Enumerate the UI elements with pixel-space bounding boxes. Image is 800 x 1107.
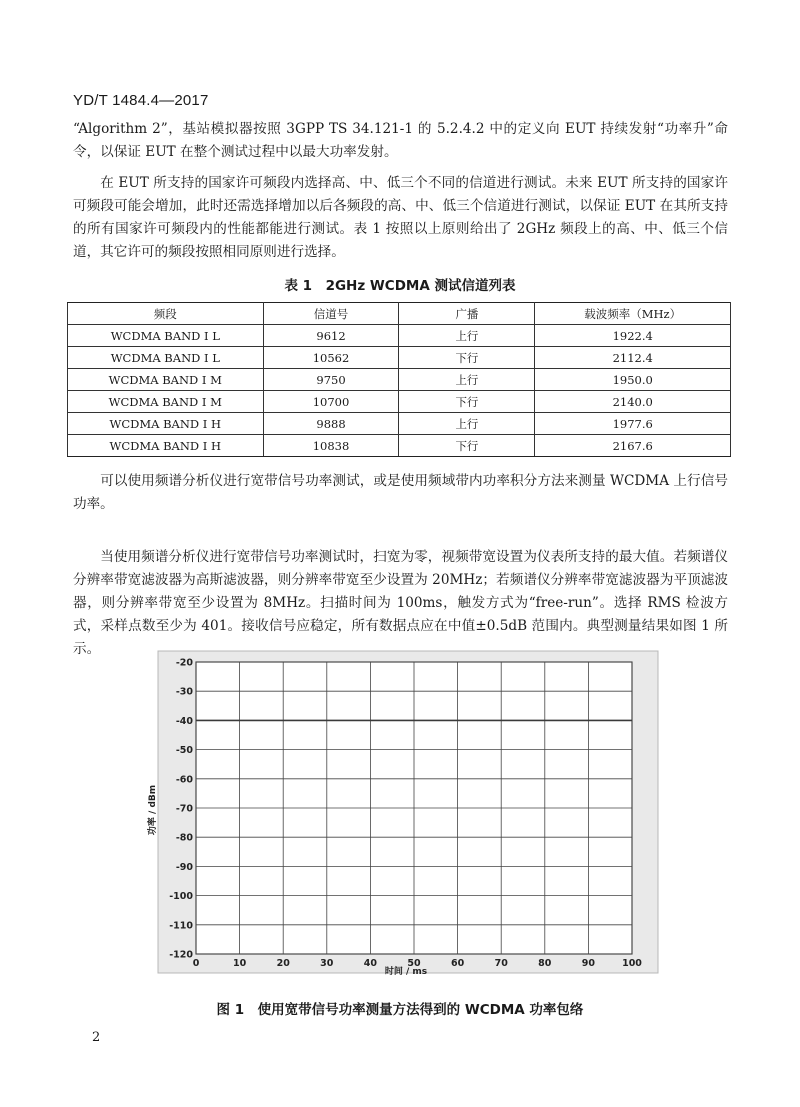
y-tick-label: -60 — [175, 774, 193, 786]
table-row — [68, 325, 731, 347]
cell-band: WCDMA BAND I L — [68, 347, 264, 369]
x-tick-label: 30 — [320, 958, 334, 969]
paragraph-algorithm: “Algorithm 2”，基站模拟器按照 3GPP TS 34.121-1 的 5.2.4.2 中的定义向 EUT 持续发射“功率升”命令，以保证 EUT 在整个测试过程中以最大功率发射。 — [73, 121, 728, 160]
cell-band: WCDMA BAND I M — [68, 369, 264, 391]
cell-channel: 10838 — [263, 435, 399, 457]
cell-broadcast: 下行 — [399, 347, 535, 369]
y-tick-label: -70 — [175, 803, 193, 815]
cell-broadcast: 上行 — [399, 413, 535, 435]
x-axis-label: 时间 / ms — [384, 967, 428, 977]
y-tick-label: -40 — [175, 715, 193, 727]
cell-broadcast: 上行 — [399, 369, 535, 391]
x-tick-label: 0 — [192, 958, 200, 969]
cell-broadcast: 下行 — [399, 435, 535, 457]
cell-frequency: 1950.0 — [535, 369, 731, 391]
page-number: 2 — [92, 1030, 101, 1045]
table-caption: 表 1 2GHz WCDMA 测试信道列表 — [284, 278, 516, 294]
cell-band: WCDMA BAND I H — [68, 435, 264, 457]
table-header-channel: 信道号 — [263, 303, 399, 325]
cell-broadcast: 下行 — [399, 391, 535, 413]
x-tick-label: 10 — [232, 958, 247, 969]
y-tick-label: -80 — [175, 832, 193, 844]
y-tick-label: -90 — [175, 861, 193, 873]
cell-channel: 9888 — [263, 413, 399, 435]
x-tick-label: 80 — [538, 958, 552, 969]
cell-broadcast: 上行 — [399, 325, 535, 347]
table-row — [68, 369, 731, 391]
y-tick-label: -20 — [175, 657, 193, 669]
x-tick-label: 20 — [276, 958, 290, 969]
table-header-band: 频段 — [68, 303, 264, 325]
x-tick-label: 90 — [581, 958, 596, 969]
cell-band: WCDMA BAND I L — [68, 325, 264, 347]
cell-frequency: 2140.0 — [535, 391, 731, 413]
table-row — [68, 413, 731, 435]
table-row — [68, 347, 731, 369]
cell-frequency: 1922.4 — [535, 325, 731, 347]
y-tick-label: -100 — [169, 891, 193, 903]
power-envelope-chart — [140, 650, 660, 990]
x-tick-label: 70 — [494, 958, 508, 969]
cell-channel: 10562 — [263, 347, 399, 369]
x-tick-label: 40 — [363, 958, 378, 969]
paragraph-measurement-methods: 可以使用频谱分析仪进行宽带信号功率测试，或是使用频域带内功率积分方法来测量 WCDMA 上行信号功率。 — [73, 473, 728, 512]
cell-frequency: 2112.4 — [535, 347, 731, 369]
cell-frequency: 1977.6 — [535, 413, 731, 435]
y-tick-label: -30 — [175, 686, 193, 698]
y-tick-label: -50 — [175, 745, 193, 757]
paragraph-channel-selection: 在 EUT 所支持的国家许可频段内选择高、中、低三个不同的信道进行测试。未来 EUT 所支持的国家许可频段可能会增加，此时还需选择增加以后各频段的高、中、低三个信道进行测试，以保证 EUT 在其所支持的所有国家许可频段内的性能都能进行测试。表 1 按照以上原则给出了 2GHz 频段上的高、中、低三个信道，其它许可的频段按照相同原则进行选择。 — [73, 175, 728, 260]
paragraph-spectrum-analyzer-settings: 当使用频谱分析仪进行宽带信号功率测试时，扫宽为零，视频带宽设置为仪表所支持的最大值。若频谱仪分辨率带宽滤波器为高斯滤波器，则分辨率带宽至少设置为 20MHz；若频谱仪分辨率带宽滤波器为平顶滤波器，则分辨率带宽至少设置为 8MHz。扫描时间为 100ms，触发方式为“free-run”。选择 RMS 检波方式，采样点数至少为 401。接收信号应稳定，所有数据点应在中值±0.5dB 范围内。典型测量结果如图 1 所示。 — [73, 549, 728, 657]
cell-band: WCDMA BAND I H — [68, 413, 264, 435]
cell-channel: 9750 — [263, 369, 399, 391]
x-tick-label: 100 — [622, 958, 642, 969]
figure-caption: 图 1 使用宽带信号功率测量方法得到的 WCDMA 功率包络 — [216, 1002, 584, 1018]
document-code: YD/T 1484.4—2017 — [73, 92, 209, 109]
y-tick-label: -110 — [169, 920, 193, 932]
cell-frequency: 2167.6 — [535, 435, 731, 457]
chart-grid — [196, 662, 632, 954]
y-axis-label: 功率 / dBm — [148, 784, 158, 836]
y-tick-label: -120 — [169, 949, 193, 961]
table-header-broadcast: 广播 — [399, 303, 535, 325]
table-header-frequency: 载波频率（MHz） — [535, 303, 731, 325]
channel-table — [67, 302, 731, 457]
x-tick-label: 60 — [450, 958, 465, 969]
cell-channel: 10700 — [263, 391, 399, 413]
chart-svg — [140, 650, 660, 990]
table-row — [68, 435, 731, 457]
table-row — [68, 391, 731, 413]
cell-channel: 9612 — [263, 325, 399, 347]
x-tick-label: 50 — [407, 958, 421, 969]
cell-band: WCDMA BAND I M — [68, 391, 264, 413]
